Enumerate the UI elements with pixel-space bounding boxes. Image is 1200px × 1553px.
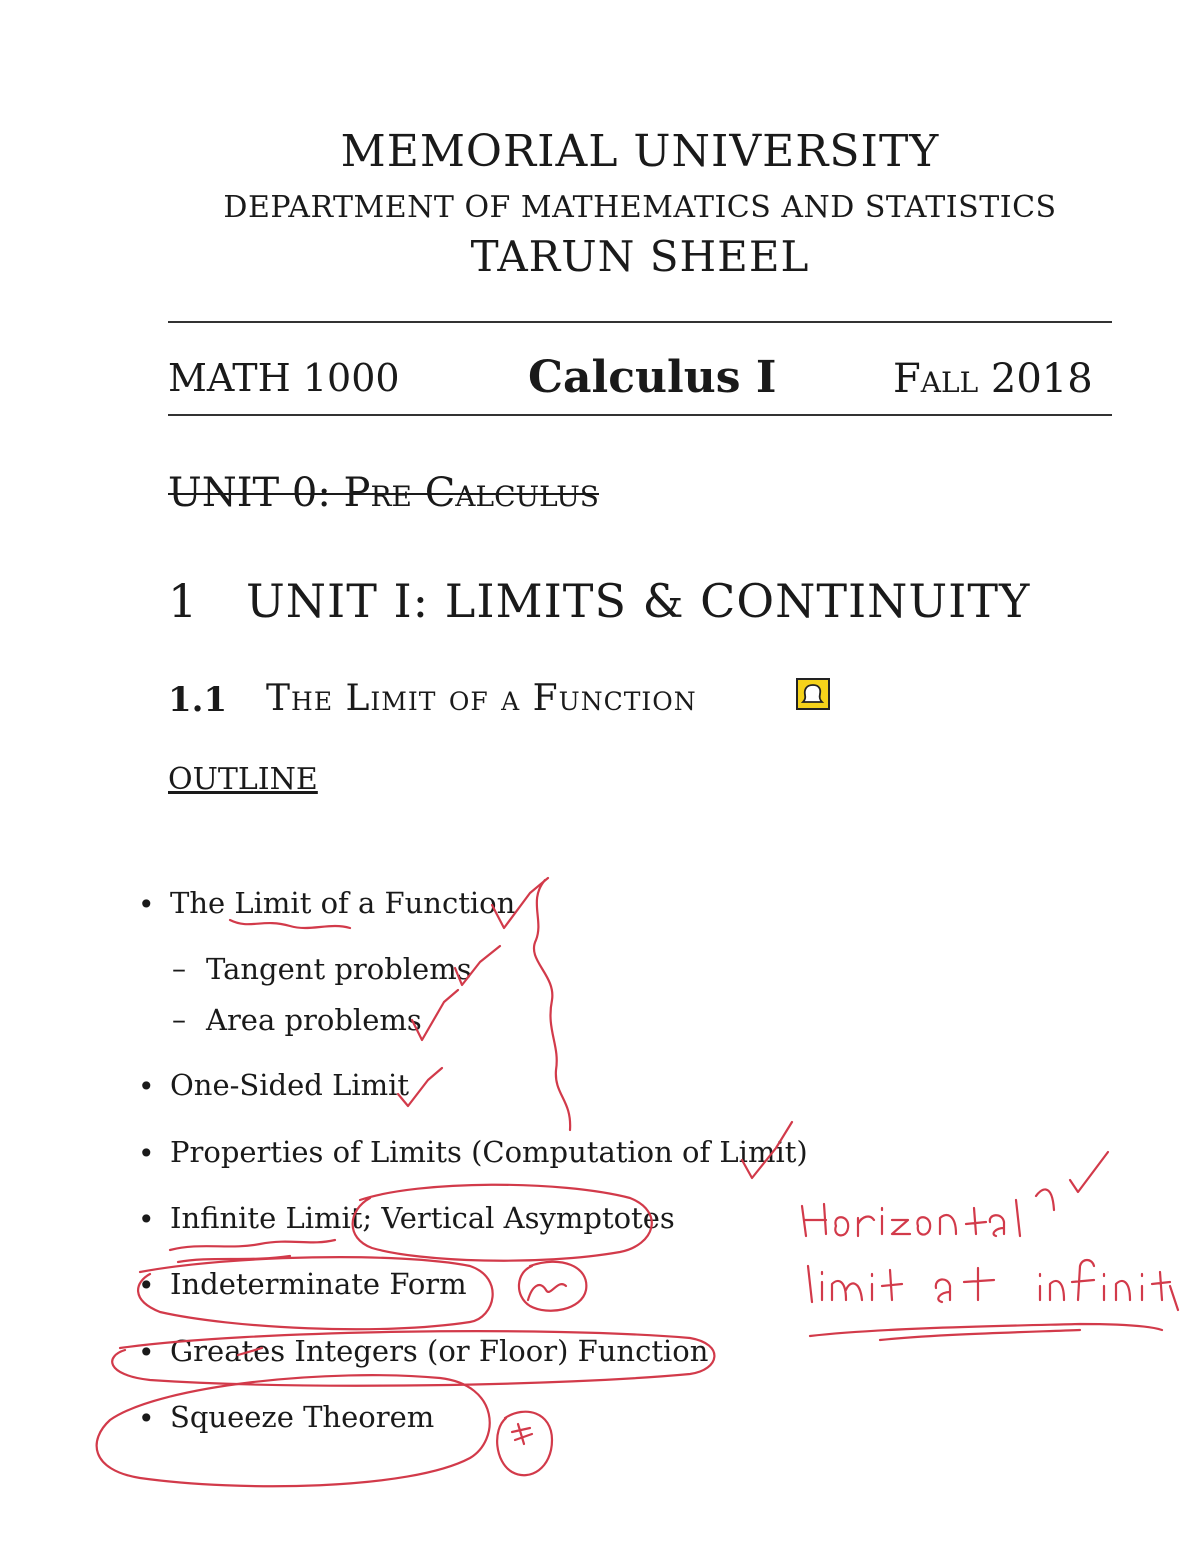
bracket-mark — [534, 880, 570, 1130]
author-name: TARUN SHEEL — [470, 232, 810, 281]
checkmark-icon — [455, 946, 500, 985]
outline-item-squeeze-theorem: Squeeze Theorem — [170, 1400, 435, 1434]
bullet: • — [138, 1137, 155, 1170]
dash: – — [172, 1003, 186, 1036]
subsection-title: The Limit of a Function — [266, 678, 697, 719]
underline-mark — [810, 1324, 1162, 1340]
bullet: • — [138, 1070, 155, 1103]
section-title: UNIT I: LIMITS & CONTINUITY — [246, 574, 1031, 628]
strike-mark — [238, 1348, 262, 1355]
subsection-number: 1.1 — [168, 680, 228, 720]
bullet: • — [138, 1203, 155, 1236]
outline-item-limit-of-function: The Limit of a Function — [170, 886, 516, 920]
handwriting-horizontal — [802, 1189, 1054, 1236]
bullet: • — [138, 1402, 155, 1435]
bullet: • — [138, 888, 155, 921]
circle-mark — [112, 1331, 714, 1386]
dash: – — [172, 952, 186, 985]
outline-item-one-sided-limit: One-Sided Limit — [170, 1068, 410, 1102]
checkmark-icon — [492, 878, 548, 928]
circle-mark — [519, 1262, 586, 1311]
section-number: 1 — [168, 574, 198, 628]
outline-item-greatest-integer: Greates Integers (or Floor) Function — [170, 1334, 709, 1368]
underline-mark — [170, 1240, 335, 1250]
outline-item-infinite-limit: Infinite Limit; Vertical Asymptotes — [170, 1201, 675, 1235]
department-name: DEPARTMENT OF MATHEMATICS AND STATISTICS — [223, 190, 1057, 225]
outline-subitem-tangent-problems: Tangent problems — [206, 952, 472, 986]
unit-0-heading: UNIT 0: Pre Calculus — [168, 470, 599, 516]
scribble-mark — [528, 1284, 566, 1300]
outline-item-properties-of-limits: Properties of Limits (Computation of Limit) — [170, 1135, 808, 1169]
checkmark-icon — [398, 1068, 442, 1106]
outline-heading: OUTLINE — [168, 762, 318, 797]
course-term: Fall 2018 — [893, 356, 1093, 402]
checkmark-icon — [1070, 1152, 1108, 1192]
outline-subitem-area-problems: Area problems — [206, 1003, 422, 1037]
underline-mark — [230, 920, 350, 928]
circle-mark — [353, 1185, 652, 1261]
bullet: • — [138, 1269, 155, 1302]
circle-mark — [138, 1257, 493, 1329]
course-code: MATH 1000 — [168, 356, 400, 400]
institution-name: MEMORIAL UNIVERSITY — [340, 126, 940, 177]
circle-mark — [97, 1375, 490, 1486]
outline-item-indeterminate-form: Indeterminate Form — [170, 1267, 467, 1301]
scribble-mark — [512, 1424, 532, 1444]
checkmark-icon — [412, 990, 458, 1040]
course-title: Calculus I — [528, 352, 777, 403]
handwriting-limit-at-infinity — [808, 1260, 1178, 1310]
checkmark-icon — [742, 1122, 792, 1178]
bullet: • — [138, 1336, 155, 1369]
